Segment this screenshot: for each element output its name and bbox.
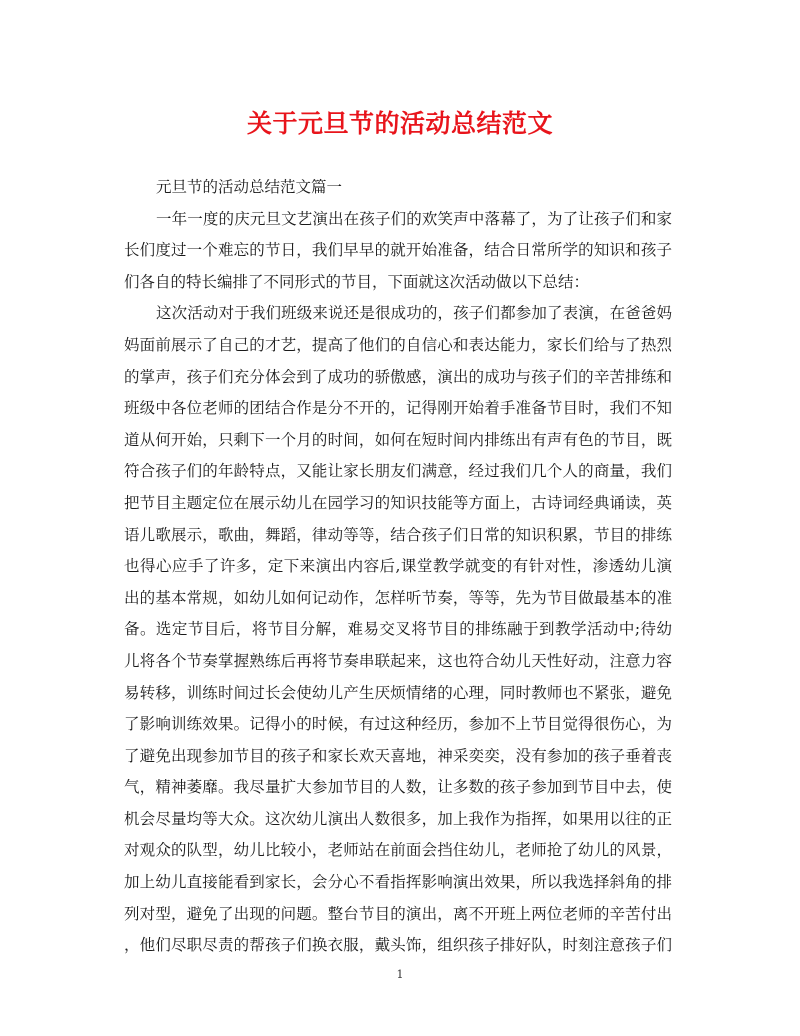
text-line: 易转移，训练时间过长会使幼儿产生厌烦情绪的心理，同时教师也不紧张，避免 bbox=[124, 683, 672, 702]
text-line: 一年一度的庆元旦文艺演出在孩子们的欢笑声中落幕了，为了让孩子们和家 bbox=[156, 209, 672, 228]
text-line: 道从何开始，只剩下一个月的时间，如何在短时间内排练出有声有色的节目，既 bbox=[124, 430, 672, 449]
text-line: 的掌声，孩子们充分体会到了成功的骄傲感，演出的成功与孩子们的辛苦排练和 bbox=[124, 367, 672, 386]
text-line: 列对型，避免了出现的问题。整台节目的演出，离不开班上两位老师的辛苦付出 bbox=[124, 904, 672, 923]
text-line: 了影响训练效果。记得小的时候，有过这种经历，参加不上节目觉得很伤心，为 bbox=[124, 715, 672, 734]
text-line: 元旦节的活动总结范文篇一 bbox=[156, 178, 343, 196]
text-line: 这次活动对于我们班级来说还是很成功的，孩子们都参加了表演，在爸爸妈 bbox=[156, 304, 672, 323]
text-line: 加上幼儿直接能看到家长，会分心不看指挥影响演出效果，所以我选择斜角的排 bbox=[124, 873, 672, 892]
text-line: 妈面前展示了自己的才艺，提高了他们的自信心和表达能力，家长们给与了热烈 bbox=[124, 335, 672, 354]
text-line: 语儿歌展示，歌曲，舞蹈，律动等等，结合孩子们日常的知识积累，节目的排练 bbox=[124, 525, 672, 544]
text-line: 把节目主题定位在展示幼儿在园学习的知识技能等方面上，古诗词经典诵读，英 bbox=[124, 493, 672, 512]
document-title: 关于元旦节的活动总结范文 bbox=[246, 109, 553, 138]
page-number: 1 bbox=[396, 968, 404, 981]
text-line: 气，精神萎靡。我尽量扩大参加节目的人数，让多数的孩子参加到节目中去，使 bbox=[124, 778, 672, 797]
text-line: 对观众的队型，幼儿比较小，老师站在前面会挡住幼儿，老师抢了幼儿的风景， bbox=[124, 841, 672, 860]
document-body bbox=[124, 172, 672, 962]
text-line: ，他们尽职尽责的帮孩子们换衣服，戴头饰，组织孩子排好队，时刻注意孩子们 bbox=[124, 936, 672, 955]
text-line: 出的基本常规，如幼儿如何记动作，怎样听节奏，等等，先为节目做最基本的准 bbox=[124, 588, 672, 607]
text-line: 长们度过一个难忘的节日，我们早早的就开始准备，结合日常所学的知识和孩子 bbox=[124, 241, 672, 260]
text-line: 机会尽量均等大众。这次幼儿演出人数很多，加上我作为指挥，如果用以往的正 bbox=[124, 809, 672, 828]
text-line: 了避免出现参加节目的孩子和家长欢天喜地，神采奕奕，没有参加的孩子垂着丧 bbox=[124, 746, 672, 765]
text-line: 符合孩子们的年龄特点，又能让家长朋友们满意，经过我们几个人的商量，我们 bbox=[124, 462, 672, 481]
text-line: 备。选定节目后，将节目分解，难易交叉将节目的排练融于到教学活动中;待幼 bbox=[124, 620, 672, 639]
text-line: 儿将各个节奏掌握熟练后再将节奏串联起来，这也符合幼儿天性好动，注意力容 bbox=[124, 651, 672, 670]
text-line: 们各自的特长编排了不同形式的节目，下面就这次活动做以下总结： bbox=[124, 272, 590, 291]
text-line: 班级中各位老师的团结合作是分不开的，记得刚开始着手准备节目时，我们不知 bbox=[124, 399, 672, 418]
text-line: 也得心应手了许多，定下来演出内容后,课堂教学就变的有针对性，渗透幼儿演 bbox=[124, 557, 672, 576]
